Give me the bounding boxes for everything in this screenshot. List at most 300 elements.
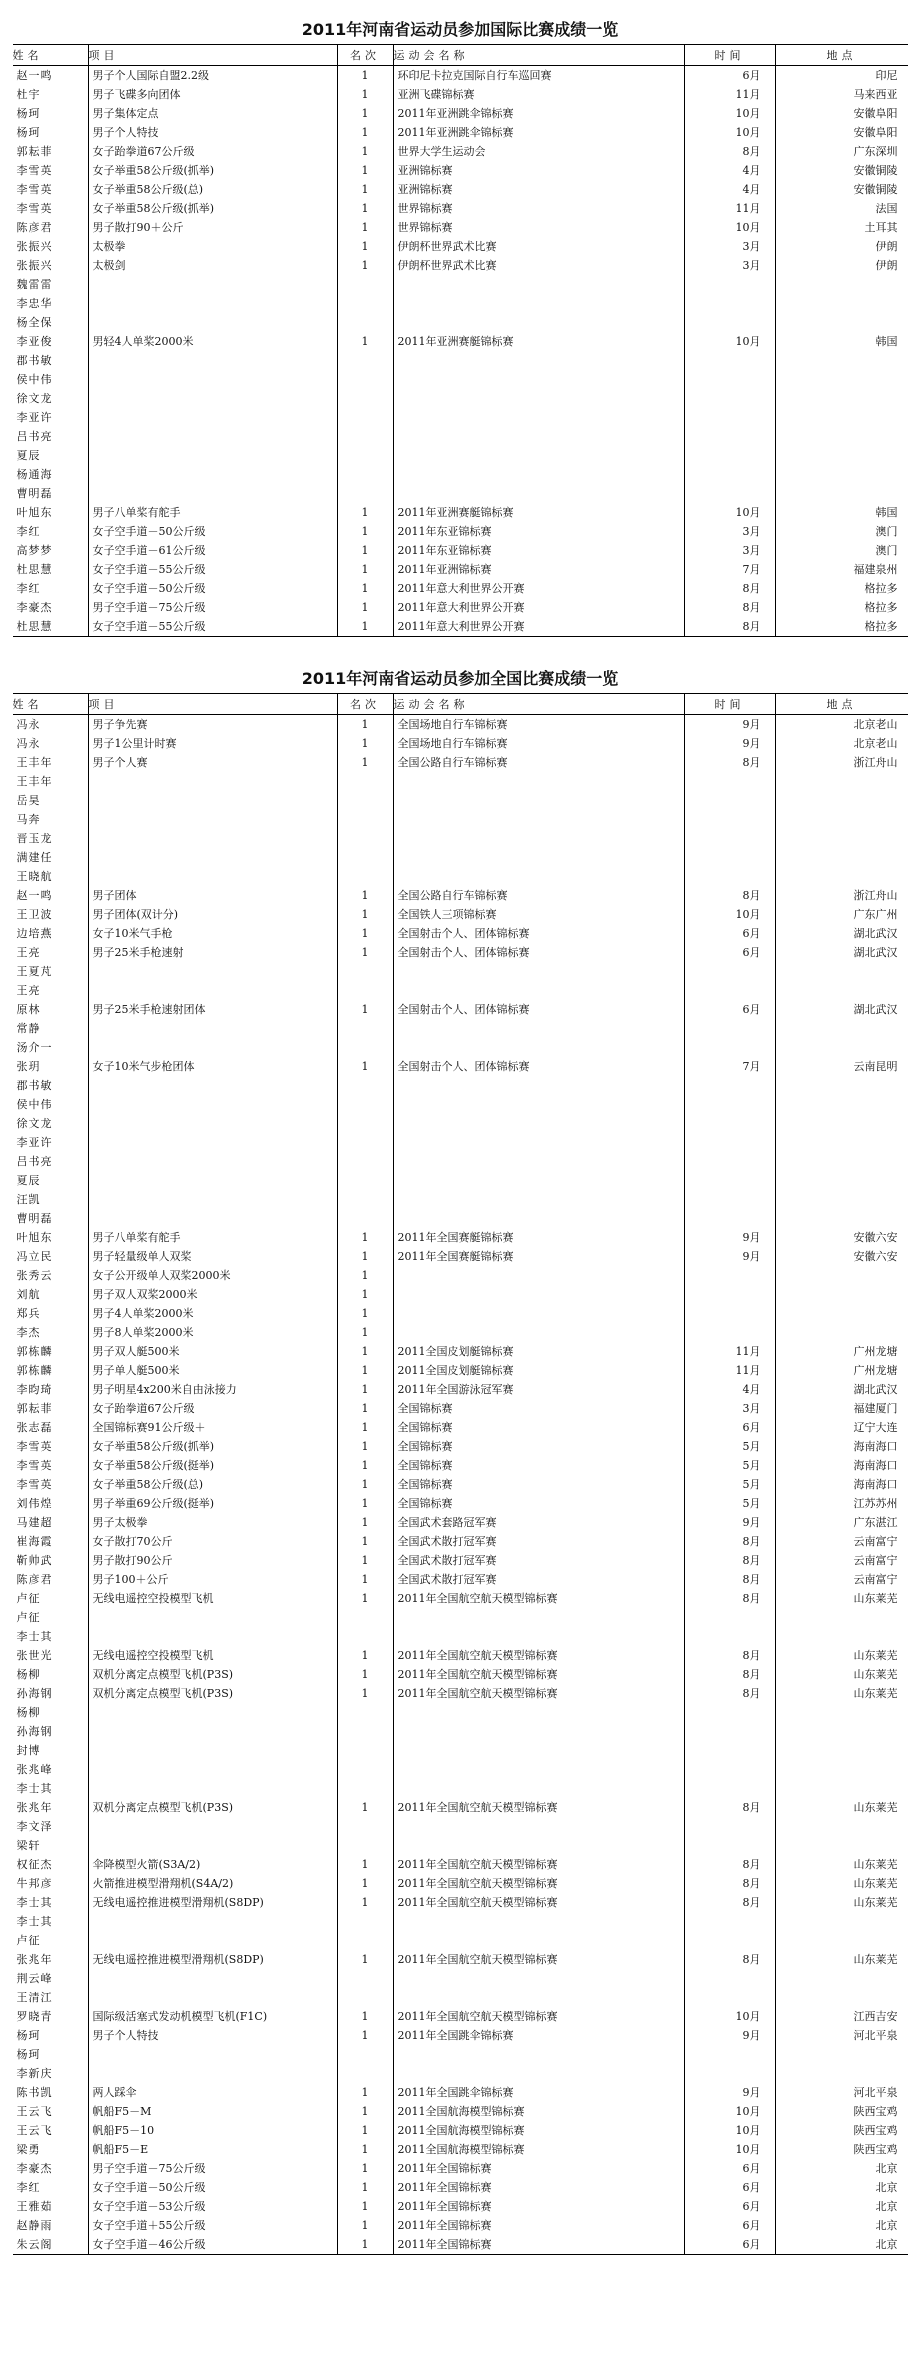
cell-event: 男子散打90公斤 bbox=[88, 1551, 337, 1570]
cell-meet bbox=[393, 791, 684, 810]
cell-time bbox=[684, 1152, 775, 1171]
cell-place: 安徽阜阳 bbox=[775, 123, 908, 142]
cell-place: 陕西宝鸡 bbox=[775, 2102, 908, 2121]
table-row bbox=[13, 2026, 908, 2045]
cell-meet: 世界锦标赛 bbox=[393, 218, 684, 237]
table-row bbox=[13, 905, 908, 924]
cell-rank: 1 bbox=[337, 2121, 393, 2140]
cell-meet bbox=[393, 1722, 684, 1741]
cell-time bbox=[684, 1760, 775, 1779]
table-row bbox=[13, 1969, 908, 1988]
cell-meet: 2011年亚洲跳伞锦标赛 bbox=[393, 104, 684, 123]
cell-name: 王雅茹 bbox=[16, 2200, 53, 2213]
cell-name: 杨通海 bbox=[16, 468, 53, 481]
cell-rank: 1 bbox=[337, 617, 393, 637]
cell-rank: 1 bbox=[337, 905, 393, 924]
cell-rank: 1 bbox=[337, 943, 393, 962]
cell-rank: 1 bbox=[337, 1380, 393, 1399]
cell-rank: 1 bbox=[337, 2102, 393, 2121]
cell-time: 10月 bbox=[684, 332, 775, 351]
cell-meet: 2011年全国跳伞锦标赛 bbox=[393, 2026, 684, 2045]
cell-place: 广东广州 bbox=[775, 905, 908, 924]
cell-meet bbox=[393, 1076, 684, 1095]
cell-name: 张振兴 bbox=[16, 240, 53, 253]
cell-name: 张兆年 bbox=[16, 1801, 53, 1814]
table-row bbox=[13, 522, 908, 541]
cell-rank bbox=[337, 772, 393, 791]
cell-meet bbox=[393, 465, 684, 484]
cell-time: 9月 bbox=[684, 1247, 775, 1266]
cell-time: 11月 bbox=[684, 85, 775, 104]
cell-name: 曹明磊 bbox=[16, 1212, 53, 1225]
cell-place: 广州龙塘 bbox=[775, 1361, 908, 1380]
cell-rank: 1 bbox=[337, 1304, 393, 1323]
cell-time: 9月 bbox=[684, 1228, 775, 1247]
cell-event: 男子散打90＋公斤 bbox=[88, 218, 337, 237]
cell-meet: 2011年全国航空航天模型锦标赛 bbox=[393, 1684, 684, 1703]
cell-time bbox=[684, 427, 775, 446]
cell-rank bbox=[337, 427, 393, 446]
cell-meet: 2011年全国游泳冠军赛 bbox=[393, 1380, 684, 1399]
table-row bbox=[13, 1456, 908, 1475]
cell-place bbox=[775, 867, 908, 886]
cell-name: 冯永 bbox=[16, 718, 41, 731]
national-table-header bbox=[13, 694, 908, 715]
cell-time: 6月 bbox=[684, 2159, 775, 2178]
section-gap bbox=[0, 637, 920, 665]
cell-rank: 1 bbox=[337, 1874, 393, 1893]
cell-name: 杜思慧 bbox=[13, 617, 89, 637]
cell-name: 李红 bbox=[16, 582, 41, 595]
cell-time bbox=[684, 1076, 775, 1095]
cell-rank bbox=[337, 313, 393, 332]
cell-rank bbox=[337, 1152, 393, 1171]
cell-meet bbox=[393, 829, 684, 848]
cell-time: 3月 bbox=[684, 256, 775, 275]
cell-place bbox=[775, 1741, 908, 1760]
cell-place: 湖北武汉 bbox=[775, 1000, 908, 1019]
cell-event bbox=[88, 1076, 337, 1095]
table-row bbox=[13, 180, 908, 199]
cell-rank: 1 bbox=[337, 2216, 393, 2235]
cell-place: 河北平泉 bbox=[775, 2083, 908, 2102]
cell-rank bbox=[337, 829, 393, 848]
table-row bbox=[13, 829, 908, 848]
cell-name: 汪凯 bbox=[16, 1193, 41, 1206]
cell-meet: 2011全国皮划艇锦标赛 bbox=[393, 1361, 684, 1380]
table-row bbox=[13, 1038, 908, 1057]
cell-time bbox=[684, 1304, 775, 1323]
cell-meet: 亚洲锦标赛 bbox=[393, 161, 684, 180]
cell-rank bbox=[337, 1133, 393, 1152]
cell-event: 太极拳 bbox=[88, 237, 337, 256]
cell-rank: 1 bbox=[337, 503, 393, 522]
cell-name: 王夏芃 bbox=[16, 965, 53, 978]
cell-rank: 1 bbox=[337, 142, 393, 161]
cell-event: 女子空手道－46公斤级 bbox=[88, 2235, 337, 2255]
cell-event bbox=[88, 1190, 337, 1209]
cell-rank: 1 bbox=[337, 1285, 393, 1304]
cell-place bbox=[775, 1323, 908, 1342]
cell-rank bbox=[337, 1817, 393, 1836]
cell-time bbox=[684, 484, 775, 503]
cell-time bbox=[684, 1627, 775, 1646]
cell-place: 北京 bbox=[775, 2197, 908, 2216]
cell-rank: 1 bbox=[337, 541, 393, 560]
cell-event: 男子轻量级单人双桨 bbox=[88, 1247, 337, 1266]
cell-event: 男子太极拳 bbox=[88, 1513, 337, 1532]
cell-rank bbox=[337, 848, 393, 867]
cell-rank: 1 bbox=[337, 180, 393, 199]
cell-meet bbox=[393, 1190, 684, 1209]
cell-event: 男子双人艇500米 bbox=[88, 1342, 337, 1361]
cell-time: 6月 bbox=[684, 2178, 775, 2197]
cell-name: 冯立民 bbox=[16, 1250, 53, 1263]
cell-name: 李士其 bbox=[16, 1782, 53, 1795]
cell-event bbox=[88, 1988, 337, 2007]
cell-meet bbox=[393, 981, 684, 1000]
table-row bbox=[13, 1057, 908, 1076]
table-row bbox=[13, 1171, 908, 1190]
cell-event: 男子4人单桨2000米 bbox=[88, 1304, 337, 1323]
cell-time: 7月 bbox=[684, 1057, 775, 1076]
cell-name: 冯永 bbox=[16, 737, 41, 750]
cell-place bbox=[775, 2064, 908, 2083]
cell-meet bbox=[393, 1095, 684, 1114]
cell-meet bbox=[393, 294, 684, 313]
cell-place: 山东莱芜 bbox=[775, 1589, 908, 1608]
table-row bbox=[13, 2235, 908, 2255]
cell-time bbox=[684, 370, 775, 389]
cell-event: 火箭推进模型滑翔机(S4A/2) bbox=[88, 1874, 337, 1893]
cell-place: 印尼 bbox=[775, 66, 908, 86]
table-row bbox=[13, 1779, 908, 1798]
cell-meet: 全国武术散打冠军赛 bbox=[393, 1570, 684, 1589]
cell-meet: 环印尼卡拉克国际自行车巡回赛 bbox=[393, 66, 684, 86]
cell-meet bbox=[393, 427, 684, 446]
cell-meet: 世界大学生运动会 bbox=[393, 142, 684, 161]
cell-name: 李士其 bbox=[16, 1896, 53, 1909]
cell-event bbox=[88, 427, 337, 446]
cell-event bbox=[88, 1627, 337, 1646]
cell-meet bbox=[393, 1836, 684, 1855]
table-row bbox=[13, 1855, 908, 1874]
table-row bbox=[13, 1912, 908, 1931]
cell-rank: 1 bbox=[337, 1532, 393, 1551]
cell-name: 陈彦君 bbox=[16, 221, 53, 234]
table-row bbox=[13, 810, 908, 829]
cell-event bbox=[88, 1931, 337, 1950]
cell-time: 9月 bbox=[684, 734, 775, 753]
cell-rank: 1 bbox=[337, 1551, 393, 1570]
cell-time bbox=[684, 772, 775, 791]
table-row bbox=[13, 1646, 908, 1665]
col-header-rank: 名次 bbox=[337, 694, 393, 715]
cell-event bbox=[88, 810, 337, 829]
cell-place: 韩国 bbox=[775, 503, 908, 522]
cell-event bbox=[88, 791, 337, 810]
table-row bbox=[13, 867, 908, 886]
cell-meet bbox=[393, 1038, 684, 1057]
cell-name: 郭耘菲 bbox=[16, 1402, 53, 1415]
table-row bbox=[13, 1950, 908, 1969]
cell-place: 山东莱芜 bbox=[775, 1893, 908, 1912]
cell-event: 女子公开级单人双桨2000米 bbox=[88, 1266, 337, 1285]
cell-name: 李红 bbox=[16, 2181, 41, 2194]
cell-meet bbox=[393, 484, 684, 503]
cell-rank: 1 bbox=[337, 1247, 393, 1266]
cell-time: 10月 bbox=[684, 123, 775, 142]
cell-place bbox=[775, 1266, 908, 1285]
cell-time: 9月 bbox=[684, 715, 775, 735]
table-row bbox=[13, 1627, 908, 1646]
cell-event bbox=[88, 275, 337, 294]
cell-event bbox=[88, 370, 337, 389]
cell-name: 李雪英 bbox=[16, 183, 53, 196]
cell-name: 李红 bbox=[16, 525, 41, 538]
cell-place: 浙江舟山 bbox=[775, 753, 908, 772]
cell-meet bbox=[393, 2064, 684, 2083]
table-row bbox=[13, 541, 908, 560]
cell-rank: 1 bbox=[337, 2197, 393, 2216]
cell-time: 6月 bbox=[684, 943, 775, 962]
col-header-event: 项目 bbox=[88, 694, 337, 715]
cell-rank bbox=[337, 1912, 393, 1931]
cell-place bbox=[775, 1817, 908, 1836]
cell-time: 8月 bbox=[684, 598, 775, 617]
cell-name: 李雪英 bbox=[16, 1478, 53, 1491]
table-row bbox=[13, 943, 908, 962]
cell-event: 男子空手道－75公斤级 bbox=[88, 2159, 337, 2178]
cell-rank: 1 bbox=[337, 734, 393, 753]
table-row bbox=[13, 1570, 908, 1589]
cell-rank: 1 bbox=[337, 85, 393, 104]
cell-meet: 2011全国航海模型锦标赛 bbox=[393, 2140, 684, 2159]
cell-place bbox=[775, 465, 908, 484]
cell-rank bbox=[337, 1722, 393, 1741]
cell-place bbox=[775, 389, 908, 408]
cell-meet: 2011年亚洲跳伞锦标赛 bbox=[393, 123, 684, 142]
table-row bbox=[13, 142, 908, 161]
table-row bbox=[13, 962, 908, 981]
cell-place: 澳门 bbox=[775, 541, 908, 560]
cell-meet bbox=[393, 1285, 684, 1304]
cell-place bbox=[775, 1988, 908, 2007]
cell-meet: 全国场地自行车锦标赛 bbox=[393, 715, 684, 735]
cell-rank: 1 bbox=[337, 1893, 393, 1912]
cell-time bbox=[684, 1171, 775, 1190]
table-row bbox=[13, 1095, 908, 1114]
table-row bbox=[13, 465, 908, 484]
cell-name: 边培燕 bbox=[16, 927, 53, 940]
cell-meet: 2011年全国锦标赛 bbox=[393, 2159, 684, 2178]
cell-meet: 2011年意大利世界公开赛 bbox=[393, 579, 684, 598]
cell-meet bbox=[393, 1114, 684, 1133]
cell-name: 李亚许 bbox=[16, 1136, 53, 1149]
col-header-place: 地点 bbox=[775, 45, 908, 66]
cell-name: 张秀云 bbox=[16, 1269, 53, 1282]
cell-event bbox=[88, 2064, 337, 2083]
cell-meet: 全国公路自行车锦标赛 bbox=[393, 886, 684, 905]
cell-name: 叶旭东 bbox=[16, 1231, 53, 1244]
cell-meet bbox=[393, 1931, 684, 1950]
cell-event bbox=[88, 446, 337, 465]
cell-rank bbox=[337, 867, 393, 886]
cell-meet: 2011年意大利世界公开赛 bbox=[393, 617, 684, 637]
cell-time: 8月 bbox=[684, 1665, 775, 1684]
cell-time bbox=[684, 408, 775, 427]
cell-name: 张世光 bbox=[16, 1649, 53, 1662]
cell-meet: 亚洲锦标赛 bbox=[393, 180, 684, 199]
cell-place bbox=[775, 1038, 908, 1057]
cell-name: 李士其 bbox=[16, 1915, 53, 1928]
cell-time: 8月 bbox=[684, 1589, 775, 1608]
cell-name: 王晓航 bbox=[16, 870, 53, 883]
cell-meet bbox=[393, 1627, 684, 1646]
cell-time: 10月 bbox=[684, 2121, 775, 2140]
cell-rank bbox=[337, 1209, 393, 1228]
cell-meet bbox=[393, 2045, 684, 2064]
cell-event: 女子空手道＋55公斤级 bbox=[88, 2216, 337, 2235]
cell-meet: 2011年全国锦标赛 bbox=[393, 2178, 684, 2197]
cell-place bbox=[775, 370, 908, 389]
cell-rank: 1 bbox=[337, 753, 393, 772]
cell-meet: 2011年全国航空航天模型锦标赛 bbox=[393, 1589, 684, 1608]
table-row bbox=[13, 1228, 908, 1247]
cell-event: 女子散打70公斤 bbox=[88, 1532, 337, 1551]
table-row bbox=[13, 503, 908, 522]
cell-rank bbox=[337, 1076, 393, 1095]
table-row bbox=[13, 85, 908, 104]
cell-time bbox=[684, 829, 775, 848]
cell-place: 韩国 bbox=[775, 332, 908, 351]
cell-name: 高梦梦 bbox=[16, 544, 53, 557]
col-header-place: 地点 bbox=[775, 694, 908, 715]
cell-event: 女子举重58公斤级(总) bbox=[88, 180, 337, 199]
cell-name: 杨珂 bbox=[16, 2048, 41, 2061]
cell-meet: 伊朗杯世界武术比赛 bbox=[393, 237, 684, 256]
table-row bbox=[13, 1247, 908, 1266]
cell-event bbox=[88, 867, 337, 886]
cell-time: 6月 bbox=[684, 2216, 775, 2235]
cell-name: 李亚俊 bbox=[16, 335, 53, 348]
cell-name: 杜宇 bbox=[16, 88, 41, 101]
cell-rank bbox=[337, 1114, 393, 1133]
cell-name: 杨珂 bbox=[16, 126, 41, 139]
cell-time: 5月 bbox=[684, 1456, 775, 1475]
cell-time bbox=[684, 1038, 775, 1057]
cell-place bbox=[775, 484, 908, 503]
cell-name: 李雪英 bbox=[16, 1440, 53, 1453]
cell-name: 权征杰 bbox=[16, 1858, 53, 1871]
cell-meet bbox=[393, 389, 684, 408]
cell-place bbox=[775, 791, 908, 810]
cell-meet: 全国射击个人、团体锦标赛 bbox=[393, 943, 684, 962]
cell-name: 杨珂 bbox=[16, 107, 41, 120]
table-row bbox=[13, 1475, 908, 1494]
cell-name: 徐文龙 bbox=[16, 1117, 53, 1130]
cell-time bbox=[684, 275, 775, 294]
cell-name: 郡书敏 bbox=[16, 354, 53, 367]
cell-event: 女子空手道－50公斤级 bbox=[88, 522, 337, 541]
cell-name: 王云飞 bbox=[16, 2105, 53, 2118]
international-results-table bbox=[13, 44, 908, 637]
table-row bbox=[13, 1741, 908, 1760]
cell-rank bbox=[337, 962, 393, 981]
table-row bbox=[13, 389, 908, 408]
cell-event bbox=[88, 1722, 337, 1741]
cell-time: 5月 bbox=[684, 1475, 775, 1494]
cell-place: 广东湛江 bbox=[775, 1513, 908, 1532]
cell-rank: 1 bbox=[337, 2178, 393, 2197]
cell-meet: 2011年全国航空航天模型锦标赛 bbox=[393, 1893, 684, 1912]
cell-time bbox=[684, 867, 775, 886]
table-row bbox=[13, 1437, 908, 1456]
table-row bbox=[13, 1323, 908, 1342]
cell-meet bbox=[393, 1133, 684, 1152]
cell-name: 李忠华 bbox=[16, 297, 53, 310]
table-row bbox=[13, 370, 908, 389]
cell-time: 10月 bbox=[684, 2102, 775, 2121]
cell-place bbox=[775, 294, 908, 313]
cell-time bbox=[684, 1285, 775, 1304]
cell-place bbox=[775, 1133, 908, 1152]
cell-place: 土耳其 bbox=[775, 218, 908, 237]
cell-time bbox=[684, 1779, 775, 1798]
cell-rank: 1 bbox=[337, 1684, 393, 1703]
table-row bbox=[13, 981, 908, 1000]
table-row bbox=[13, 1133, 908, 1152]
cell-name: 李亚许 bbox=[16, 411, 53, 424]
cell-rank bbox=[337, 1171, 393, 1190]
cell-place: 河北平泉 bbox=[775, 2026, 908, 2045]
col-header-time: 时间 bbox=[684, 694, 775, 715]
cell-time: 6月 bbox=[684, 66, 775, 86]
cell-place bbox=[775, 772, 908, 791]
cell-time bbox=[684, 1741, 775, 1760]
cell-place bbox=[775, 408, 908, 427]
table-row bbox=[13, 1722, 908, 1741]
cell-name: 朱云阁 bbox=[13, 2235, 89, 2255]
cell-name: 常静 bbox=[16, 1022, 41, 1035]
cell-time bbox=[684, 1931, 775, 1950]
cell-name: 李雪英 bbox=[16, 164, 53, 177]
cell-time: 10月 bbox=[684, 2007, 775, 2026]
cell-meet: 2011年东亚锦标赛 bbox=[393, 522, 684, 541]
cell-place: 格拉多 bbox=[775, 598, 908, 617]
table-row bbox=[13, 2178, 908, 2197]
cell-place: 云南富宁 bbox=[775, 1532, 908, 1551]
cell-event bbox=[88, 408, 337, 427]
cell-meet: 2011年亚洲锦标赛 bbox=[393, 560, 684, 579]
table-row bbox=[13, 1494, 908, 1513]
cell-meet: 2011年全国跳伞锦标赛 bbox=[393, 2083, 684, 2102]
cell-rank bbox=[337, 1703, 393, 1722]
cell-name: 崔海霞 bbox=[16, 1535, 53, 1548]
cell-event: 女子举重58公斤级(抓举) bbox=[88, 1437, 337, 1456]
cell-name: 卢征 bbox=[16, 1611, 41, 1624]
cell-time bbox=[684, 2045, 775, 2064]
cell-name: 李昀琦 bbox=[16, 1383, 53, 1396]
cell-rank bbox=[337, 791, 393, 810]
cell-place bbox=[775, 427, 908, 446]
cell-meet: 2011年全国锦标赛 bbox=[393, 2216, 684, 2235]
cell-event: 男子个人国际自盟2.2级 bbox=[88, 66, 337, 86]
cell-time: 8月 bbox=[684, 617, 775, 637]
cell-meet: 世界锦标赛 bbox=[393, 199, 684, 218]
national-table-title: 2011年河南省运动员参加全国比赛成绩一览 bbox=[301, 669, 619, 688]
cell-time: 3月 bbox=[684, 522, 775, 541]
